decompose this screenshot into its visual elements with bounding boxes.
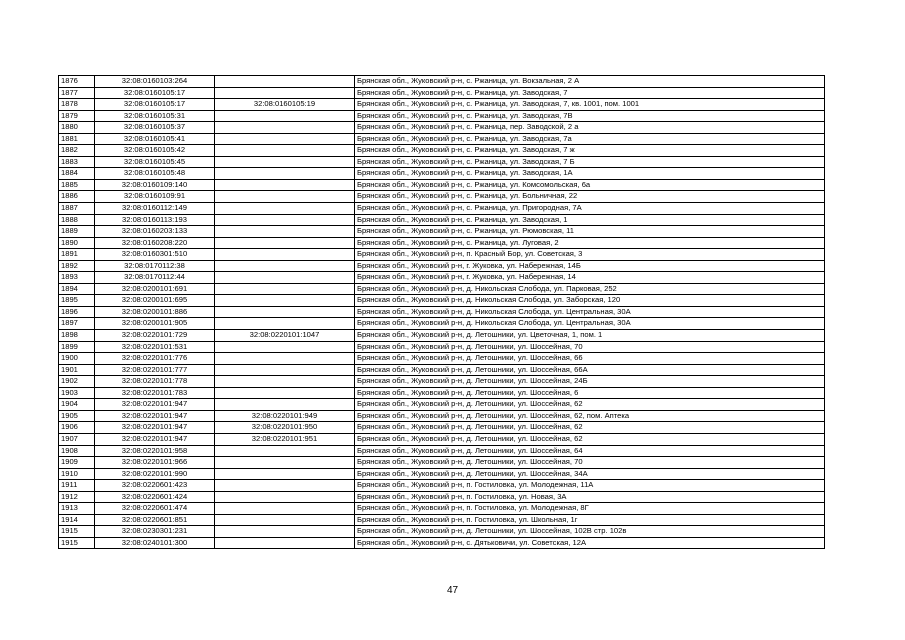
table-row: [59, 87, 825, 99]
row-number-cell: 1904: [59, 399, 95, 411]
table-row: [59, 376, 825, 388]
cadastral-number-cell: 32:08:0220101:783: [95, 387, 215, 399]
table-row: [59, 468, 825, 480]
address-cell: Брянская обл., Жуковский р-н, п. Гостиловка, ул. Новая, 3А: [355, 491, 825, 503]
row-number-cell: 1900: [59, 353, 95, 365]
row-number-cell: 1895: [59, 295, 95, 307]
page-number: 47: [446, 585, 459, 596]
row-number-cell: 1912: [59, 491, 95, 503]
address-cell: Брянская обл., Жуковский р-н, с. Дятьковичи, ул. Советская, 12А: [355, 537, 825, 549]
row-number-cell: 1915: [59, 537, 95, 549]
address-cell: Брянская обл., Жуковский р-н, д. Летошники, ул. Шоссейная, 66: [355, 353, 825, 365]
address-cell: Брянская обл., Жуковский р-н, с. Ржаница, ул. Заводская, 7 ж: [355, 145, 825, 157]
table-row: [59, 318, 825, 330]
parent-cadastral-number-cell: [215, 468, 355, 480]
address-cell: Брянская обл., Жуковский р-н, д. Никольская Слобода, ул. Центральная, 30А: [355, 318, 825, 330]
parent-cadastral-number-cell: [215, 168, 355, 180]
address-cell: Брянская обл., Жуковский р-н, д. Летошники, ул. Шоссейная, 34А: [355, 468, 825, 480]
table-row: [59, 191, 825, 203]
cadastral-number-cell: 32:08:0170112:38: [95, 260, 215, 272]
parent-cadastral-number-cell: [215, 306, 355, 318]
parent-cadastral-number-cell: [215, 145, 355, 157]
parent-cadastral-number-cell: [215, 457, 355, 469]
address-cell: Брянская обл., Жуковский р-н, с. Ржаница, ул. Заводская, 7, кв. 1001, пом. 1001: [355, 99, 825, 111]
cadastral-number-cell: 32:08:0220101:776: [95, 353, 215, 365]
table-row: [59, 341, 825, 353]
row-number-cell: 1906: [59, 422, 95, 434]
table-row: [59, 526, 825, 538]
address-cell: Брянская обл., Жуковский р-н, г. Жуковка, ул. Набережная, 14Б: [355, 260, 825, 272]
parent-cadastral-number-cell: [215, 318, 355, 330]
address-cell: Брянская обл., Жуковский р-н, с. Ржаница, пер. Заводской, 2 а: [355, 122, 825, 134]
address-cell: Брянская обл., Жуковский р-н, д. Летошники, ул. Шоссейная, 102В стр. 102в: [355, 526, 825, 538]
parent-cadastral-number-cell: [215, 191, 355, 203]
row-number-cell: 1887: [59, 203, 95, 215]
row-number-cell: 1909: [59, 457, 95, 469]
parent-cadastral-number-cell: [215, 249, 355, 261]
address-cell: Брянская обл., Жуковский р-н, с. Ржаница, ул. Заводская, 1: [355, 214, 825, 226]
parent-cadastral-number-cell: [215, 491, 355, 503]
table-row: [59, 422, 825, 434]
table-row: [59, 214, 825, 226]
parent-cadastral-number-cell: [215, 341, 355, 353]
table-row: [59, 503, 825, 515]
table-row: [59, 122, 825, 134]
address-cell: Брянская обл., Жуковский р-н, с. Ржаница, ул. Больничная, 22: [355, 191, 825, 203]
parent-cadastral-number-cell: [215, 376, 355, 388]
address-cell: Брянская обл., Жуковский р-н, д. Летошники, ул. Шоссейная, 70: [355, 457, 825, 469]
cadastral-number-cell: 32:08:0200101:886: [95, 306, 215, 318]
cadastral-number-cell: 32:08:0220601:851: [95, 514, 215, 526]
parent-cadastral-number-cell: [215, 156, 355, 168]
parent-cadastral-number-cell: 32:08:0220101:949: [215, 410, 355, 422]
table-row: [59, 330, 825, 342]
registry-table-body: [59, 76, 825, 549]
table-row: [59, 145, 825, 157]
row-number-cell: 1898: [59, 330, 95, 342]
cadastral-number-cell: 32:08:0220101:990: [95, 468, 215, 480]
cadastral-number-cell: 32:08:0220101:947: [95, 433, 215, 445]
address-cell: Брянская обл., Жуковский р-н, д. Летошники, ул. Шоссейная, 66А: [355, 364, 825, 376]
row-number-cell: 1897: [59, 318, 95, 330]
address-cell: Брянская обл., Жуковский р-н, д. Летошники, ул. Шоссейная, 62: [355, 433, 825, 445]
parent-cadastral-number-cell: [215, 179, 355, 191]
parent-cadastral-number-cell: [215, 272, 355, 284]
cadastral-number-cell: 32:08:0160208:220: [95, 237, 215, 249]
row-number-cell: 1890: [59, 237, 95, 249]
parent-cadastral-number-cell: [215, 283, 355, 295]
cadastral-number-cell: 32:08:0220601:424: [95, 491, 215, 503]
cadastral-number-cell: 32:08:0160103:264: [95, 76, 215, 88]
parent-cadastral-number-cell: [215, 110, 355, 122]
parent-cadastral-number-cell: [215, 526, 355, 538]
table-row: [59, 537, 825, 549]
address-cell: Брянская обл., Жуковский р-н, с. Ржаница, ул. Вокзальная, 2 А: [355, 76, 825, 88]
address-cell: Брянская обл., Жуковский р-н, с. Ржаница, ул. Луговая, 2: [355, 237, 825, 249]
address-cell: Брянская обл., Жуковский р-н, с. Ржаница, ул. Комсомольская, 6а: [355, 179, 825, 191]
parent-cadastral-number-cell: [215, 399, 355, 411]
parent-cadastral-number-cell: [215, 503, 355, 515]
row-number-cell: 1899: [59, 341, 95, 353]
table-row: [59, 491, 825, 503]
row-number-cell: 1894: [59, 283, 95, 295]
table-row: [59, 260, 825, 272]
table-row: [59, 514, 825, 526]
parent-cadastral-number-cell: [215, 537, 355, 549]
address-cell: Брянская обл., Жуковский р-н, п. Гостиловка, ул. Молодежная, 11А: [355, 480, 825, 492]
row-number-cell: 1892: [59, 260, 95, 272]
row-number-cell: 1905: [59, 410, 95, 422]
parent-cadastral-number-cell: [215, 514, 355, 526]
parent-cadastral-number-cell: [215, 214, 355, 226]
row-number-cell: 1901: [59, 364, 95, 376]
table-row: [59, 133, 825, 145]
table-row: [59, 445, 825, 457]
row-number-cell: 1878: [59, 99, 95, 111]
cadastral-number-cell: 32:08:0160301:510: [95, 249, 215, 261]
row-number-cell: 1908: [59, 445, 95, 457]
row-number-cell: 1910: [59, 468, 95, 480]
cadastral-number-cell: 32:08:0160203:133: [95, 226, 215, 238]
cadastral-number-cell: 32:08:0220101:778: [95, 376, 215, 388]
address-cell: Брянская обл., Жуковский р-н, д. Никольская Слобода, ул. Заборская, 120: [355, 295, 825, 307]
table-row: [59, 433, 825, 445]
table-row: [59, 237, 825, 249]
cadastral-number-cell: 32:08:0170112:44: [95, 272, 215, 284]
address-cell: Брянская обл., Жуковский р-н, п. Гостиловка, ул. Молодежная, 8Г: [355, 503, 825, 515]
parent-cadastral-number-cell: [215, 480, 355, 492]
table-row: [59, 156, 825, 168]
row-number-cell: 1877: [59, 87, 95, 99]
parent-cadastral-number-cell: [215, 122, 355, 134]
cadastral-number-cell: 32:08:0220101:777: [95, 364, 215, 376]
cadastral-number-cell: 32:08:0160105:31: [95, 110, 215, 122]
table-row: [59, 480, 825, 492]
address-cell: Брянская обл., Жуковский р-н, д. Летошники, ул. Шоссейная, 6: [355, 387, 825, 399]
cadastral-number-cell: 32:08:0200101:695: [95, 295, 215, 307]
cadastral-number-cell: 32:08:0160105:17: [95, 87, 215, 99]
cadastral-number-cell: 32:08:0230301:231: [95, 526, 215, 538]
address-cell: Брянская обл., Жуковский р-н, с. Ржаница, ул. Заводская, 7а: [355, 133, 825, 145]
address-cell: Брянская обл., Жуковский р-н, д. Летошники, ул. Шоссейная, 62, пом. Аптека: [355, 410, 825, 422]
table-row: [59, 110, 825, 122]
table-row: [59, 249, 825, 261]
address-cell: Брянская обл., Жуковский р-н, с. Ржаница, ул. Пригородная, 7А: [355, 203, 825, 215]
cadastral-number-cell: 32:08:0160105:45: [95, 156, 215, 168]
row-number-cell: 1880: [59, 122, 95, 134]
cadastral-number-cell: 32:08:0160105:48: [95, 168, 215, 180]
row-number-cell: 1903: [59, 387, 95, 399]
row-number-cell: 1915: [59, 526, 95, 538]
parent-cadastral-number-cell: 32:08:0220101:1047: [215, 330, 355, 342]
parent-cadastral-number-cell: [215, 353, 355, 365]
table-row: [59, 283, 825, 295]
address-cell: Брянская обл., Жуковский р-н, с. Ржаница, ул. Рюмовская, 11: [355, 226, 825, 238]
table-row: [59, 295, 825, 307]
cadastral-number-cell: 32:08:0220101:947: [95, 422, 215, 434]
parent-cadastral-number-cell: 32:08:0220101:950: [215, 422, 355, 434]
address-cell: Брянская обл., Жуковский р-н, д. Летошники, ул. Шоссейная, 24Б: [355, 376, 825, 388]
address-cell: Брянская обл., Жуковский р-н, п. Красный Бор, ул. Советская, 3: [355, 249, 825, 261]
row-number-cell: 1914: [59, 514, 95, 526]
address-cell: Брянская обл., Жуковский р-н, д. Никольская Слобода, ул. Парковая, 252: [355, 283, 825, 295]
table-row: [59, 387, 825, 399]
cadastral-number-cell: 32:08:0160112:149: [95, 203, 215, 215]
address-cell: Брянская обл., Жуковский р-н, д. Никольская Слобода, ул. Центральная, 30А: [355, 306, 825, 318]
cadastral-number-cell: 32:08:0160105:42: [95, 145, 215, 157]
parent-cadastral-number-cell: [215, 226, 355, 238]
cadastral-number-cell: 32:08:0160109:140: [95, 179, 215, 191]
row-number-cell: 1879: [59, 110, 95, 122]
parent-cadastral-number-cell: [215, 260, 355, 272]
cadastral-number-cell: 32:08:0220101:966: [95, 457, 215, 469]
address-cell: Брянская обл., Жуковский р-н, с. Ржаница, ул. Заводская, 7В: [355, 110, 825, 122]
table-row: [59, 457, 825, 469]
row-number-cell: 1907: [59, 433, 95, 445]
cadastral-number-cell: 32:08:0160113:193: [95, 214, 215, 226]
row-number-cell: 1886: [59, 191, 95, 203]
address-cell: Брянская обл., Жуковский р-н, с. Ржаница, ул. Заводская, 1А: [355, 168, 825, 180]
address-cell: Брянская обл., Жуковский р-н, с. Ржаница, ул. Заводская, 7 Б: [355, 156, 825, 168]
cadastral-number-cell: 32:08:0160109:91: [95, 191, 215, 203]
parent-cadastral-number-cell: [215, 203, 355, 215]
row-number-cell: 1884: [59, 168, 95, 180]
cadastral-number-cell: 32:08:0220601:423: [95, 480, 215, 492]
address-cell: Брянская обл., Жуковский р-н, д. Летошники, ул. Шоссейная, 70: [355, 341, 825, 353]
row-number-cell: 1883: [59, 156, 95, 168]
cadastral-number-cell: 32:08:0220101:531: [95, 341, 215, 353]
row-number-cell: 1891: [59, 249, 95, 261]
parent-cadastral-number-cell: [215, 237, 355, 249]
parent-cadastral-number-cell: [215, 445, 355, 457]
row-number-cell: 1889: [59, 226, 95, 238]
address-cell: Брянская обл., Жуковский р-н, д. Летошники, ул. Шоссейная, 62: [355, 422, 825, 434]
row-number-cell: 1896: [59, 306, 95, 318]
row-number-cell: 1876: [59, 76, 95, 88]
cadastral-number-cell: 32:08:0220101:729: [95, 330, 215, 342]
cadastral-number-cell: 32:08:0220601:474: [95, 503, 215, 515]
address-cell: Брянская обл., Жуковский р-н, д. Летошники, ул. Цветочная, 1, пом. 1: [355, 330, 825, 342]
row-number-cell: 1882: [59, 145, 95, 157]
registry-table: [58, 75, 825, 549]
row-number-cell: 1911: [59, 480, 95, 492]
cadastral-number-cell: 32:08:0220101:958: [95, 445, 215, 457]
table-row: [59, 168, 825, 180]
table-row: [59, 364, 825, 376]
parent-cadastral-number-cell: [215, 87, 355, 99]
row-number-cell: 1913: [59, 503, 95, 515]
table-row: [59, 76, 825, 88]
cadastral-number-cell: 32:08:0240101:300: [95, 537, 215, 549]
table-row: [59, 203, 825, 215]
parent-cadastral-number-cell: [215, 76, 355, 88]
table-row: [59, 99, 825, 111]
address-cell: Брянская обл., Жуковский р-н, д. Летошники, ул. Шоссейная, 64: [355, 445, 825, 457]
address-cell: Брянская обл., Жуковский р-н, п. Гостиловка, ул. Школьная, 1г: [355, 514, 825, 526]
row-number-cell: 1881: [59, 133, 95, 145]
parent-cadastral-number-cell: 32:08:0220101:951: [215, 433, 355, 445]
cadastral-number-cell: 32:08:0200101:905: [95, 318, 215, 330]
table-row: [59, 399, 825, 411]
cadastral-number-cell: 32:08:0200101:691: [95, 283, 215, 295]
table-row: [59, 410, 825, 422]
parent-cadastral-number-cell: [215, 133, 355, 145]
parent-cadastral-number-cell: [215, 387, 355, 399]
cadastral-number-cell: 32:08:0220101:947: [95, 399, 215, 411]
row-number-cell: 1885: [59, 179, 95, 191]
table-row: [59, 353, 825, 365]
parent-cadastral-number-cell: [215, 295, 355, 307]
address-cell: Брянская обл., Жуковский р-н, с. Ржаница, ул. Заводская, 7: [355, 87, 825, 99]
table-row: [59, 272, 825, 284]
cadastral-number-cell: 32:08:0160105:41: [95, 133, 215, 145]
parent-cadastral-number-cell: [215, 364, 355, 376]
cadastral-number-cell: 32:08:0220101:947: [95, 410, 215, 422]
row-number-cell: 1893: [59, 272, 95, 284]
table-row: [59, 306, 825, 318]
cadastral-number-cell: 32:08:0160105:17: [95, 99, 215, 111]
table-row: [59, 179, 825, 191]
address-cell: Брянская обл., Жуковский р-н, д. Летошники, ул. Шоссейная, 62: [355, 399, 825, 411]
row-number-cell: 1902: [59, 376, 95, 388]
parent-cadastral-number-cell: 32:08:0160105:19: [215, 99, 355, 111]
table-row: [59, 226, 825, 238]
address-cell: Брянская обл., Жуковский р-н, г. Жуковка, ул. Набережная, 14: [355, 272, 825, 284]
cadastral-number-cell: 32:08:0160105:37: [95, 122, 215, 134]
row-number-cell: 1888: [59, 214, 95, 226]
